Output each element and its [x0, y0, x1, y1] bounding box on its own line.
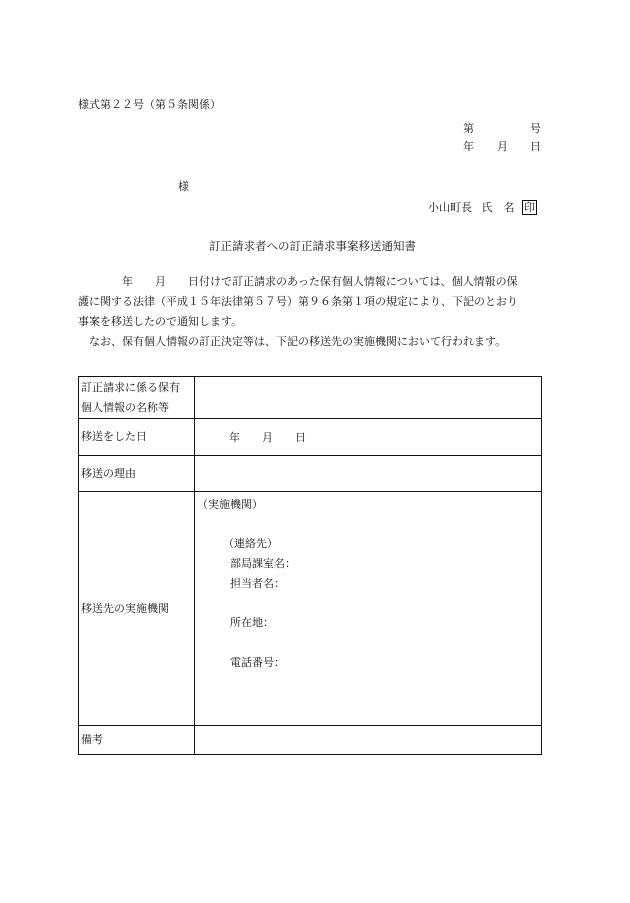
value-transfer-reason	[195, 456, 542, 492]
table-row-remarks	[79, 726, 542, 755]
body-line-2: 護に関する法律（平成１５年法律第５７号）第９６条第１項の規定により、下記のとおり	[78, 295, 518, 308]
impl-dept-label: 部局課室名：	[230, 557, 296, 570]
table-row-destination	[79, 492, 542, 726]
value-remarks	[195, 726, 542, 755]
impl-address-label: 所在地：	[230, 616, 274, 629]
sender-title: 小山町長	[428, 201, 472, 214]
label-remarks: 備考	[79, 726, 195, 755]
label-info-name	[79, 377, 195, 419]
destination-details	[195, 492, 541, 722]
label-destination: 移送先の実施機関	[79, 492, 195, 726]
impl-phone-label: 電話番号：	[230, 656, 285, 669]
body-text	[78, 272, 548, 352]
table-row-info-name	[79, 377, 542, 419]
value-transfer-date	[195, 419, 542, 456]
doc-number-suffix: 号	[530, 122, 541, 135]
date-year: 年	[463, 140, 474, 153]
impl-person-label: 担当者名：	[230, 577, 285, 590]
sender-name-label: 氏 名	[481, 201, 515, 214]
impl-org-label: （実施機関）	[197, 498, 263, 511]
transfer-details-table	[78, 376, 542, 755]
document-title: 訂正請求者への訂正請求事案移送通知書	[209, 239, 416, 253]
addressee-sama: 様	[178, 180, 189, 193]
transfer-date-placeholder: 年 月 日	[229, 431, 306, 444]
sender-block	[428, 200, 537, 215]
value-info-name	[195, 377, 542, 419]
body-line-3: 事案を移送したので通知します。	[78, 315, 243, 328]
label-transfer-date: 移送をした日	[79, 419, 195, 456]
body-line-4: なお、保有個人情報の訂正決定等は、下記の移送先の実施機関において行われます。	[78, 335, 507, 348]
impl-contact-label: （連絡先）	[223, 537, 278, 550]
seal-stamp: 印	[524, 201, 535, 214]
label-info-name-line1: 訂正請求に係る保有	[81, 380, 180, 394]
form-number: 様式第２２号（第５条関係）	[78, 98, 221, 111]
doc-number-prefix: 第	[463, 122, 474, 135]
label-info-name-line2: 個人情報の名称等	[81, 400, 169, 414]
body-line-1: 年 月 日付けで訂正請求のあった保有個人情報については、個人情報の保	[78, 275, 518, 288]
table-row-transfer-date	[79, 419, 542, 456]
date-month: 月	[497, 140, 508, 153]
table-row-transfer-reason	[79, 456, 542, 492]
date-day: 日	[530, 140, 541, 153]
value-destination	[195, 492, 542, 726]
label-transfer-reason: 移送の理由	[79, 456, 195, 492]
